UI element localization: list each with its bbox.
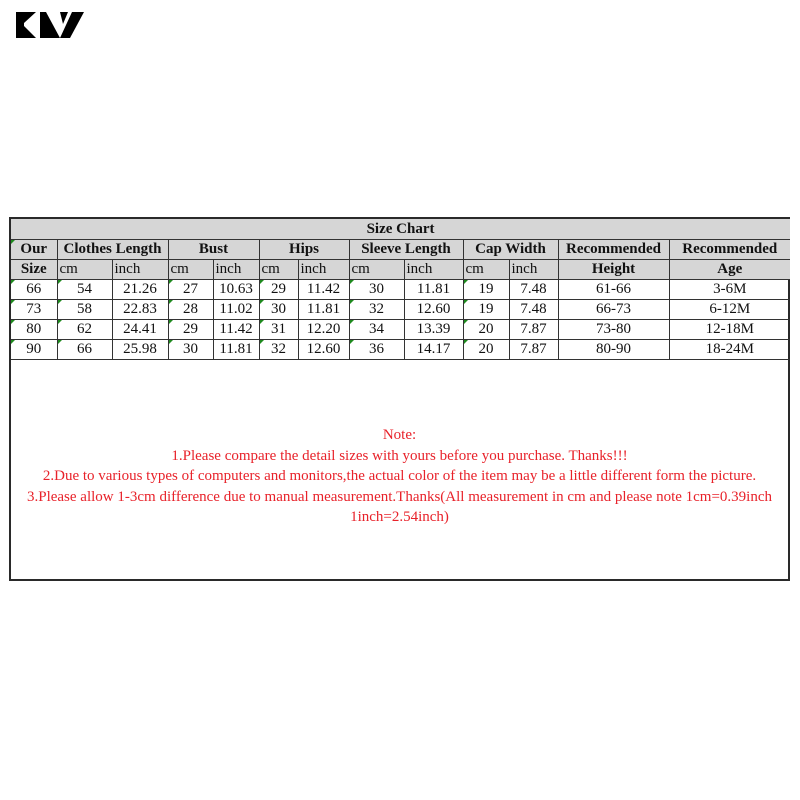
cell-bust-cm: 30 xyxy=(168,340,213,360)
header-bust: Bust xyxy=(168,240,259,260)
table-row xyxy=(11,340,790,360)
cell-cap-cm: 20 xyxy=(463,340,509,360)
unit-cm: cm xyxy=(463,260,509,280)
cell-height: 73-80 xyxy=(558,320,669,340)
cell-cap-inch: 7.87 xyxy=(509,320,558,340)
header-sleeve-length: Sleeve Length xyxy=(349,240,463,260)
cell-hips-inch: 12.60 xyxy=(298,340,349,360)
unit-inch: inch xyxy=(509,260,558,280)
cell-sleeve-inch: 12.60 xyxy=(404,300,463,320)
cell-bust-cm: 29 xyxy=(168,320,213,340)
cell-cap-cm: 20 xyxy=(463,320,509,340)
cell-sleeve-cm: 30 xyxy=(349,280,404,300)
cell-height: 80-90 xyxy=(558,340,669,360)
cell-clothes-cm: 54 xyxy=(57,280,112,300)
note-line-1: 1.Please compare the detail sizes with yours before you purchase. Thanks!!! xyxy=(171,447,628,464)
note-line-4: 1inch=2.54inch) xyxy=(350,509,449,525)
cell-age: 18-24M xyxy=(669,340,790,360)
cell-hips-cm: 31 xyxy=(259,320,298,340)
cell-cap-inch: 7.48 xyxy=(509,280,558,300)
cell-sleeve-inch: 14.17 xyxy=(404,340,463,360)
cell-clothes-inch: 22.83 xyxy=(112,300,168,320)
table-title: Size Chart xyxy=(11,219,790,240)
cell-hips-inch: 11.42 xyxy=(298,280,349,300)
header-recommended-height-bottom: Height xyxy=(558,260,669,280)
notes-block xyxy=(11,425,788,528)
unit-inch: inch xyxy=(298,260,349,280)
cell-height: 66-73 xyxy=(558,300,669,320)
cell-bust-inch: 11.02 xyxy=(213,300,259,320)
cell-bust-inch: 11.81 xyxy=(213,340,259,360)
unit-cm: cm xyxy=(168,260,213,280)
table-row xyxy=(11,280,790,300)
size-chart-table xyxy=(11,219,790,360)
cell-size: 73 xyxy=(11,300,57,320)
cell-clothes-cm: 58 xyxy=(57,300,112,320)
header-cap-width: Cap Width xyxy=(463,240,558,260)
unit-cm: cm xyxy=(57,260,112,280)
cell-cap-cm: 19 xyxy=(463,300,509,320)
cell-size: 90 xyxy=(11,340,57,360)
cell-bust-cm: 28 xyxy=(168,300,213,320)
cell-hips-cm: 30 xyxy=(259,300,298,320)
cell-age: 6-12M xyxy=(669,300,790,320)
notes-heading: Note: xyxy=(382,427,417,443)
unit-cm: cm xyxy=(349,260,404,280)
cell-cap-cm: 19 xyxy=(463,280,509,300)
cell-hips-cm: 32 xyxy=(259,340,298,360)
cell-hips-cm: 29 xyxy=(259,280,298,300)
header-recommended-height-top: Recommended xyxy=(558,240,669,260)
cell-clothes-inch: 25.98 xyxy=(112,340,168,360)
cell-sleeve-inch: 13.39 xyxy=(404,320,463,340)
cell-bust-inch: 11.42 xyxy=(213,320,259,340)
header-row-1 xyxy=(11,240,790,260)
header-our-size-top: Our xyxy=(11,240,57,260)
table-title-row xyxy=(11,219,790,240)
header-hips: Hips xyxy=(259,240,349,260)
header-recommended-age-bottom: Age xyxy=(669,260,790,280)
unit-inch: inch xyxy=(213,260,259,280)
cell-hips-inch: 11.81 xyxy=(298,300,349,320)
cell-age: 12-18M xyxy=(669,320,790,340)
cell-clothes-cm: 62 xyxy=(57,320,112,340)
cell-hips-inch: 12.20 xyxy=(298,320,349,340)
cell-height: 61-66 xyxy=(558,280,669,300)
cell-bust-inch: 10.63 xyxy=(213,280,259,300)
cell-age: 3-6M xyxy=(669,280,790,300)
unit-inch: inch xyxy=(112,260,168,280)
cell-cap-inch: 7.48 xyxy=(509,300,558,320)
cell-clothes-inch: 24.41 xyxy=(112,320,168,340)
cell-cap-inch: 7.87 xyxy=(509,340,558,360)
cell-sleeve-inch: 11.81 xyxy=(404,280,463,300)
unit-cm: cm xyxy=(259,260,298,280)
unit-inch: inch xyxy=(404,260,463,280)
cell-sleeve-cm: 36 xyxy=(349,340,404,360)
header-clothes-length: Clothes Length xyxy=(57,240,168,260)
cell-clothes-inch: 21.26 xyxy=(112,280,168,300)
note-line-3: 3.Please allow 1-3cm difference due to manual measurement.Thanks(All measurement in cm and please note 1cm=0.39inch xyxy=(26,488,773,505)
header-our-size-bottom: Size xyxy=(11,260,57,280)
header-recommended-age-top: Recommended xyxy=(669,240,790,260)
klv-logo-icon xyxy=(16,10,86,40)
size-chart-sheet xyxy=(9,217,790,581)
cell-sleeve-cm: 32 xyxy=(349,300,404,320)
header-row-2 xyxy=(11,260,790,280)
cell-clothes-cm: 66 xyxy=(57,340,112,360)
cell-size: 66 xyxy=(11,280,57,300)
cell-sleeve-cm: 34 xyxy=(349,320,404,340)
table-row xyxy=(11,320,790,340)
cell-bust-cm: 27 xyxy=(168,280,213,300)
cell-size: 80 xyxy=(11,320,57,340)
table-row xyxy=(11,300,790,320)
note-line-2: 2.Due to various types of computers and monitors,the actual color of the item may be a little different form the picture. xyxy=(42,468,757,484)
